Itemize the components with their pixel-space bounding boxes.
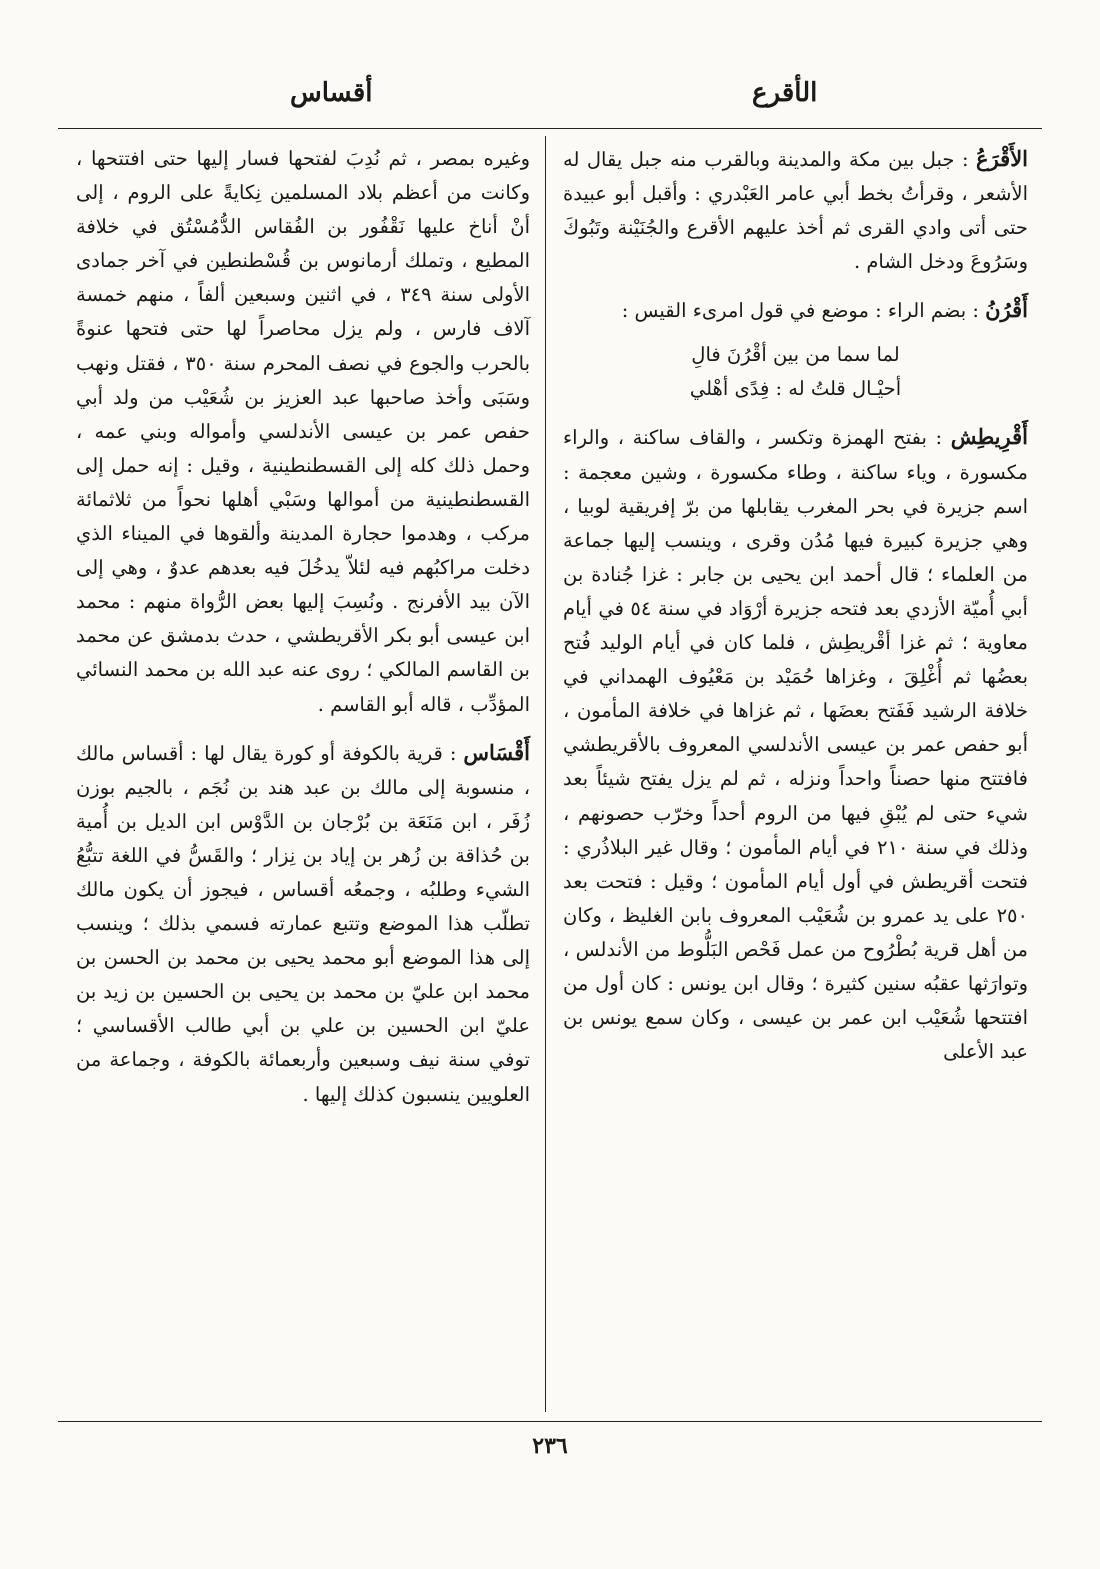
left-column bbox=[76, 142, 530, 1112]
entry-aqsas bbox=[76, 736, 530, 1112]
footer-rule bbox=[58, 1421, 1042, 1422]
running-head-left: أقساس bbox=[290, 78, 373, 108]
entry-aqrun bbox=[563, 293, 1028, 406]
entry-text: وغيره بمصر ، ثم نُدِبَ لفتحها فسار إليها حتى افتتحها ، وكانت من أعظم بلاد المسلمين نِكايةً على الروم ، إلى أنْ أناخ عليها نَقْفُور بن الفُقاس الدُّمُسْتُق في خلافة المطيع ، وتملك أرمانوس بن قُسْطنطين في آخر جمادى الأولى سنة ٣٤٩ ، في اثنين وسبعين ألفاً ، منهم خمسة آلاف فارس ، ولم يزل محاصراً لها حتى فتحها عنوةً بالحرب والجوع في نصف المحرم سنة ٣٥٠ ، فقتل ونهب وسَبَى وأخذ صاحبها عبد العزيز بن شُعَيْب من ولد أبي حفص عمر بن عيسى الأندلسي وأمواله وبني عمه ، وحمل ذلك كله إلى القسطنطينية ، وقيل : إنه حمل إلى القسطنطينية من أموالها وسَبْي أهلها نحواً من ثلاثمائة مركب ، وهدموا حجارة المدينة وألقوها في الميناء الذي دخلت مراكبُهم فيه لئلاّ يدخُلَ فيه بعدهم عدوٌ ، وهي إلى الآن بيد الأفرنج . ونُسِبَ إليها بعض الرُّواة منهم : محمد ابن عيسى أبو بكر الأقريطشي ، حدث بدمشق عن محمد بن القاسم المالكي ؛ روى عنه عبد الله بن محمد النسائي المؤدِّب ، قاله أبو القاسم . bbox=[76, 147, 530, 716]
headword: أَقْرُنُ bbox=[985, 297, 1028, 323]
entry-text: : بفتح الهمزة وتكسر ، والقاف ساكنة ، والراء مكسورة ، وياء ساكنة ، وطاء مكسورة ، وشين معجمة : اسم جزيرة في بحر المغرب يقابلها من برّ إفريقية لوبيا ، وهي جزيرة كبيرة فيها مُدُن وقرى ، وينسب إليها جماعة من العلماء ؛ قال أحمد ابن يحيى بن جابر : غزا جُنادة بن أبي أُميّة الأزدي بعد فتحه جزيرة أرْوَاد في سنة ٥٤ في أيام معاوية ؛ ثم غزا أقْريطِش ، فلما كان في أيام الوليد فُتح بعضُها ثم أُغْلِقَ ، وغزاها حُمَيْد بن مَعْيُوف الهمداني في خلافة الرشيد فَفَتح بعضَها ، ثم غزاها في خلافة المأمون ، أبو حفص عمر بن عيسى الأندلسي المعروف بالأقريطشي فافتتح منها حصناً واحداً ونزله ، ثم لم يزل يفتح شيئاً بعد شيء حتى لم يُبْقِ فيها من الروم أحداً وخرّب حصونهم ، وذلك في سنة ٢١٠ في أيام المأمون ؛ وقال غير البلاذُري : فتحت أقريطش في أول أيام المأمون ؛ وقيل : فتحت بعد ٢٥٠ على يد عمرو بن شُعَيْب المعروف بابن الغليظ ، وكان من أهل قرية بُطْرُوح من عمل فَحْص البَلُّوط من الأندلس ، وتوارَثها عقبُه سنين كثيرة ؛ وقال ابن يونس : كان أول من افتتحها شُعَيْب ابن عمر بن عيسى ، وكان سمع يونس بن عبد الأعلى bbox=[563, 426, 1029, 1064]
entry-text: : جبل بين مكة والمدينة وبالقرب منه جبل يقال له الأشعر ، وقرأتُ بخط أبي عامر العَبْدري : وأقبل أبو عبيدة حتى أتى وادي القرى ثم أخذ عليهم الأقرع والجُنَيْنة وتَبُوكَ وسَرُوعَ ودخل الشام . bbox=[563, 148, 1028, 274]
header-rule bbox=[58, 128, 1042, 129]
entry-aqritish bbox=[563, 420, 1028, 1069]
right-column bbox=[563, 142, 1028, 1069]
headword: الأَقْرَعُ bbox=[976, 146, 1029, 171]
entry-aqritish-continued bbox=[76, 142, 530, 722]
entry-al-aqra bbox=[563, 142, 1028, 279]
page-number: ٢٣٦ bbox=[532, 1433, 568, 1459]
running-head-right: الأقرع bbox=[752, 78, 818, 108]
poem-verse bbox=[563, 338, 1028, 406]
headword: أَقْرِيطِش bbox=[950, 424, 1028, 450]
page-header bbox=[0, 78, 1100, 128]
column-divider bbox=[545, 136, 546, 1412]
poem-line: أحيْـال قلتُ له : فِدًى أهْلي bbox=[689, 377, 902, 401]
entry-text: : قرية بالكوفة أو كورة يقال لها : أقساس مالك ، منسوبة إلى مالك بن عبد هند بن نُجَم ، بالجيم بوزن زُفَر ، ابن مَنَعَة بن بُرْجان بن الدَّوْس ابن الديل بن أُمية بن حُذاقة بن زُهر بن إياد بن نِزار ؛ والقَسُّ في اللغة تتبُّعُ الشيء وطلبُه ، وجمعُه أقساس ، فيجوز أن يكون مالك تطلّب هذا الموضع وتتبع عمارته فسمي بذلك ؛ وينسب إلى هذا الموضع أبو محمد يحيى بن محمد بن الحسن بن محمد ابن عليّ بن محمد بن يحيى بن الحسين بن زيد بن عليّ ابن الحسين بن علي بن أبي طالب الأقساسي ؛ توفي سنة نيف وسبعين وأربعمائة بالكوفة ، وجماعة من العلويين ينسبون كذلك إليها . bbox=[76, 741, 530, 1106]
headword: أَقْسَاس bbox=[463, 739, 531, 765]
poem-line: لما سما من بين أقْرُنَ فالِ bbox=[691, 343, 900, 367]
entry-text: : بضم الراء : موضع في قول امرىء القيس : bbox=[621, 299, 979, 323]
